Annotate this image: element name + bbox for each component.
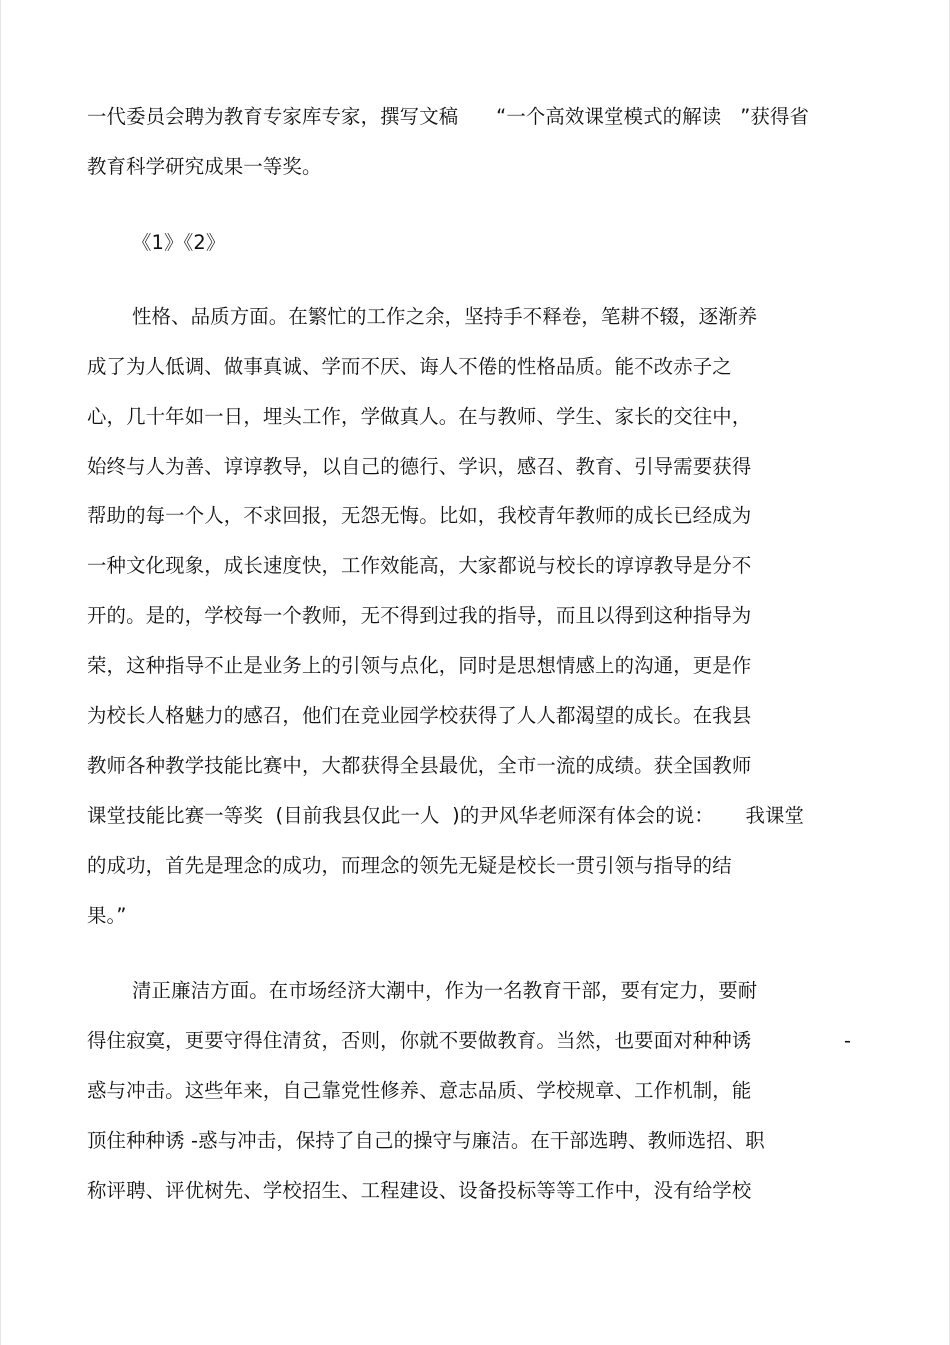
para2-line-4: 顶住种种诱 -惑与冲击，保持了自己的操守与廉洁。在干部选聘、教师选招、职 <box>87 1129 765 1152</box>
para2-line-5: 称评聘、评优树先、学校招生、工程建设、设备投标等等工作中，没有给学校 <box>87 1179 752 1202</box>
para1-line-4: 始终与人为善、谆谆教导，以自己的德行、学识，感召、教育、引导需要获得 <box>87 455 752 478</box>
intro-line-2: 教育科学研究成果一等奖。 <box>87 155 322 178</box>
para1-line-12: 的成功，首先是理念的成功，而理念的领先无疑是校长一贯引领与指导的结 <box>87 854 732 877</box>
para1-line-6: 一种文化现象，成长速度快，工作效能高，大家都说与校长的谆谆教导是分不 <box>87 554 752 577</box>
para2-line-2: 得住寂寞，更要守得住清贫，否则，你就不要做教育。当然，也要面对种种诱 <box>87 1029 752 1052</box>
para1-line-8: 荣，这种指导不止是业务上的引领与点化，同时是思想情感上的沟通，更是作 <box>87 654 752 677</box>
para1-line-3: 心，几十年如一日，埋头工作，学做真人。在与教师、学生、家长的交往中， <box>87 405 752 428</box>
para1-line-5: 帮助的每一个人，不求回报，无怨无悔。比如，我校青年教师的成长已经成为 <box>87 504 752 527</box>
para1-line-11: 课堂技能比赛一等奖 (目前我县仅此一人 )的尹风华老师深有体会的说： 我课堂 <box>87 804 805 827</box>
para1-line-10: 教师各种教学技能比赛中，大都获得全县最优，全市一流的成绩。获全国教师 <box>87 754 752 777</box>
para2-line-1: 清正廉洁方面。在市场经济大潮中，作为一名教育干部，要有定力，要耐 <box>132 979 758 1002</box>
para1-line-2: 成了为人低调、做事真诚、学而不厌、诲人不倦的性格品质。能不改赤子之 <box>87 355 732 378</box>
para1-line-9: 为校长人格魅力的感召，他们在竞业园学校获得了人人都渴望的成长。在我县 <box>87 704 752 727</box>
intro-line-1: 一代委员会聘为教育专家库专家，撰写文稿 “一个高效课堂模式的解读 ”获得省 <box>87 105 810 128</box>
para2-line-dash: - <box>844 1029 851 1052</box>
reference-marks: 《1》《2》 <box>132 231 226 254</box>
para1-line-1: 性格、品质方面。在繁忙的工作之余，坚持手不释卷，笔耕不辍，逐渐养 <box>132 305 758 328</box>
para1-line-13: 果。” <box>87 904 127 927</box>
para2-line-3: 惑与冲击。这些年来，自己靠党性修养、意志品质、学校规章、工作机制，能 <box>87 1079 752 1102</box>
para1-line-7: 开的。是的，学校每一个教师，无不得到过我的指导，而且以得到这种指导为 <box>87 604 752 627</box>
